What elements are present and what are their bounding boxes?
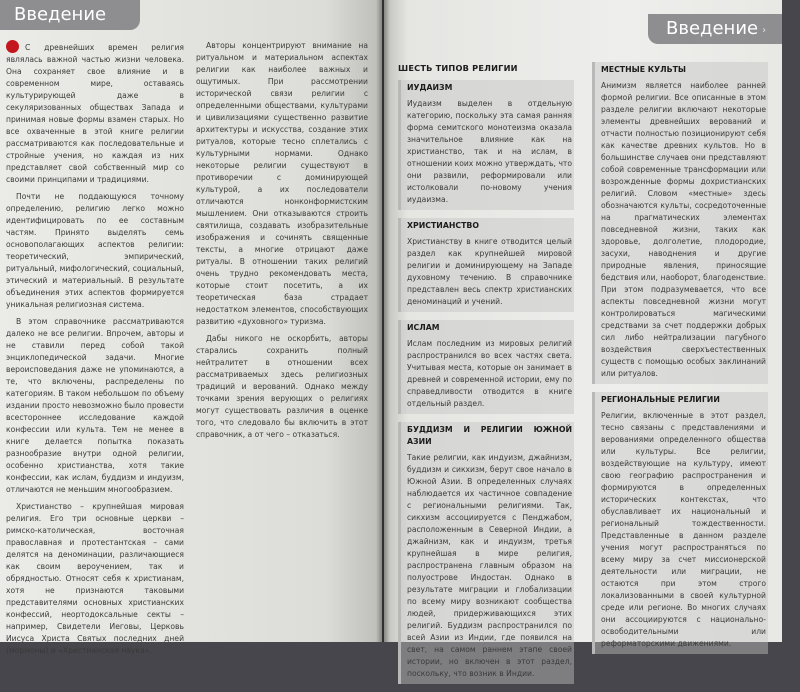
chapter-title-right: Введение [666,18,759,39]
red-bullet-icon [6,40,19,53]
intro-paragraph: С древнейших времен религия являлась важной частью жизни человека. Она сохраняет свое влияние и в современном мире, оставаясь культурирующей даже в секуляризованных обществах Запада и принимая новые формы взамен старых. Но все охваченные в этой книге религии рассматриваются как последовательные и стройные учения, но каждая из них представляет свой собственный мир со своими принципами и традициями. [6,43,184,184]
buddhism-text: Такие религии, как индуизм, джайнизм, буддизм и сикхизм, берут свое начало в Южной Азии. В определенных случаях наблюдается их частичное совпадение с региональными религиями. Так, сикхизм ассоциируется с Пенджабом, расположенным в Северной Индии, а джайнизм, как и индуизм, третья крупнейшая в мире религия, распространена главным образом на полуострове Индостан. Однако в результате миграции и глобализации по всему миру возникают сообщества людей, придерживающихся этих религий. Буддизм распространился по всей Азии из Индии, где появился на свет, на самом раннем этапе своей истории, но включен в этот раздел, поскольку, что возник в Индии. [407,453,572,678]
left-column-2 [196,40,368,446]
local-cults-box [592,62,768,384]
local-cults-text: Анимизм является наиболее ранней формой религии. Все описанные в этом разделе религии включают некоторые элементы древнейших верований и отчасти полностью позиционируют себя как качестве древних культов. Но в большинстве случаев они представляют собой современные трансформации или возрожденные формы дохристианских религий. Словом «местные» здесь обозначаются культы, сосредоточенные на прагматических элементах повседневной жизни, таких как здоровье, долголетие, плодородие, засухи, наводнения и другие природные явления, приносящие бедствия или, наоборот, благоденствие. При этом подразумевается, что все аспекты повседневной жизни могут контролироваться магическими средствами за счет поддержки добрых сил либо нейтрализации пагубного воздействия сверхъестественных существ с помощью особых заклинаний или ритуалов. [601,81,766,378]
body-paragraph: В этом справочнике рассматриваются далеко не все религии. Впрочем, авторы и не ставили перед собой такой энциклопедической задачи. Многие вероисповедания даже не упоминаются, а те, что включены, распределены по категориям. В таком небольшом по объему издании просто невозможно было провести всестороннее исследование каждой конфессии или культа. Тем не менее в книге делается попытка показать разнообразие внутри одной религии, особенно христианства, хотя такие конфессии, как ислам, буддизм и индуизм, отличаются не меньшим многообразием. [6,317,184,494]
right-column-1 [398,62,574,692]
islam-box [398,320,574,414]
book-gutter [376,0,390,642]
body-paragraph: Почти не поддающуюся точному определению, религию легко можно идентифицировать по ее составным частям. Принято выделять семь основополагающих аспектов религии: теоретический, эмпирический, ритуальный, мифологический, социальный, этический и материальный. В результате объединения этих аспектов формируется уникальная религиозная система. [6,192,184,309]
section-heading: ШЕСТЬ ТИПОВ РЕЛИГИИ [398,63,518,73]
buddhism-heading: БУДДИЗМ И РЕЛИГИИ ЮЖНОЙ АЗИИ [407,425,572,446]
judaism-text: Иудаизм выделен в отдельную категорию, поскольку эта самая ранняя форма семитского монотеизма оказала значительное влияние как на христианство, так и на ислам, в отношении коих можно утверждать, что они развили, реформировали или истолковали по-новому учения иудаизма. [407,99,572,204]
chapter-tab-left [0,0,140,30]
chapter-title-left: Введение [14,4,107,25]
christianity-text: Христианству в книге отводится целый раздел как крупнейшей мировой религии и доминирующему на Западе духовному течению. В справочнике представлен весь спектр христианских деноминаций и учений. [407,237,572,306]
islam-heading: ИСЛАМ [407,323,440,332]
left-column-1 [6,40,184,662]
chapter-tab-right [648,14,782,44]
local-cults-heading: МЕСТНЫЕ КУЛЬТЫ [601,65,686,74]
body-paragraph: Дабы никого не оскорбить, авторы старались сохранить полный нейтралитет в отношении всех рассматриваемых здесь религиозных традиций и верований. Однако между точками зрения верующих о религиях могут существовать различия в оценке того, что следовало бы включить в этот справочник, а от чего – отказаться. [196,334,368,439]
judaism-heading: ИУДАИЗМ [407,83,453,92]
chapter-tab-arrow-icon: › [762,24,767,36]
body-paragraph: Авторы концентрируют внимание на ритуальном и материальном аспектах религии как наиболее важных и ощутимых. При рассмотрении исторической связи религии с определенными обществами, культурами и цивилизациями существенно развитие архитектуры и искусства, создание этих ритуалов, которые тесно сплетались с культурными нормами. Однако некоторые религии существуют в противоречии с доминирующей культурой, а их последователи отличаются нонконформистским мышлением. Они отказываются строить святилища, создавать изобразительные изображения и сочинять священные тексты, а многие отрицают даже ритуалы. В отношении таких религий очень трудно рекомендовать места, которые стоит посетить, а их теоретическая база страдает недостатком элементов, способствующих развитию «духовного» туризма. [196,41,368,326]
buddhism-box [398,422,574,684]
christianity-heading: ХРИСТИАНСТВО [407,221,479,230]
body-paragraph: Христианство – крупнейшая мировая религия. Его три основные церкви – римско-католическая, восточная православная и протестантская – сами делятся на деноминации, различающиеся как своим вероучением, так и обрядностью. Относят себя к христианам, хотя не признаются таковыми представителями основных христианских конфессий, неортодоксальные секты – например, Свидетели Иеговы, Церковь Иисуса Христа Святых последних дней (мормоны) и «Христианская наука». [6,502,184,655]
christianity-box [398,218,574,312]
regional-heading: РЕГИОНАЛЬНЫЕ РЕЛИГИИ [601,395,720,404]
judaism-box [398,80,574,210]
regional-box [592,392,768,654]
islam-text: Ислам последним из мировых религий распространился во всех частях света. Учитывая места, которые он занимает в древней и современной истории, ему по справедливости отводится в книге отдельный раздел. [407,339,572,408]
right-column-2 [592,62,768,662]
regional-text: Религии, включенные в этот раздел, тесно связаны с представлениями и верованиями определенного общества или культуры. Все религии, воздействующие на культуру, имеют свою географию распространения и формируются в определенных исторических контекстах, что обуславливает их национальный и региональный тождественности. Представленные в данном разделе учения могут распространяться по всему миру за счет миссионерской деятельности или миграции, не остаются при этом строго локализованными в своей культурной среде или регионе. Во многих случаях они ассоциируются с национально-освободительными или реформаторскими движениями. [601,411,766,648]
